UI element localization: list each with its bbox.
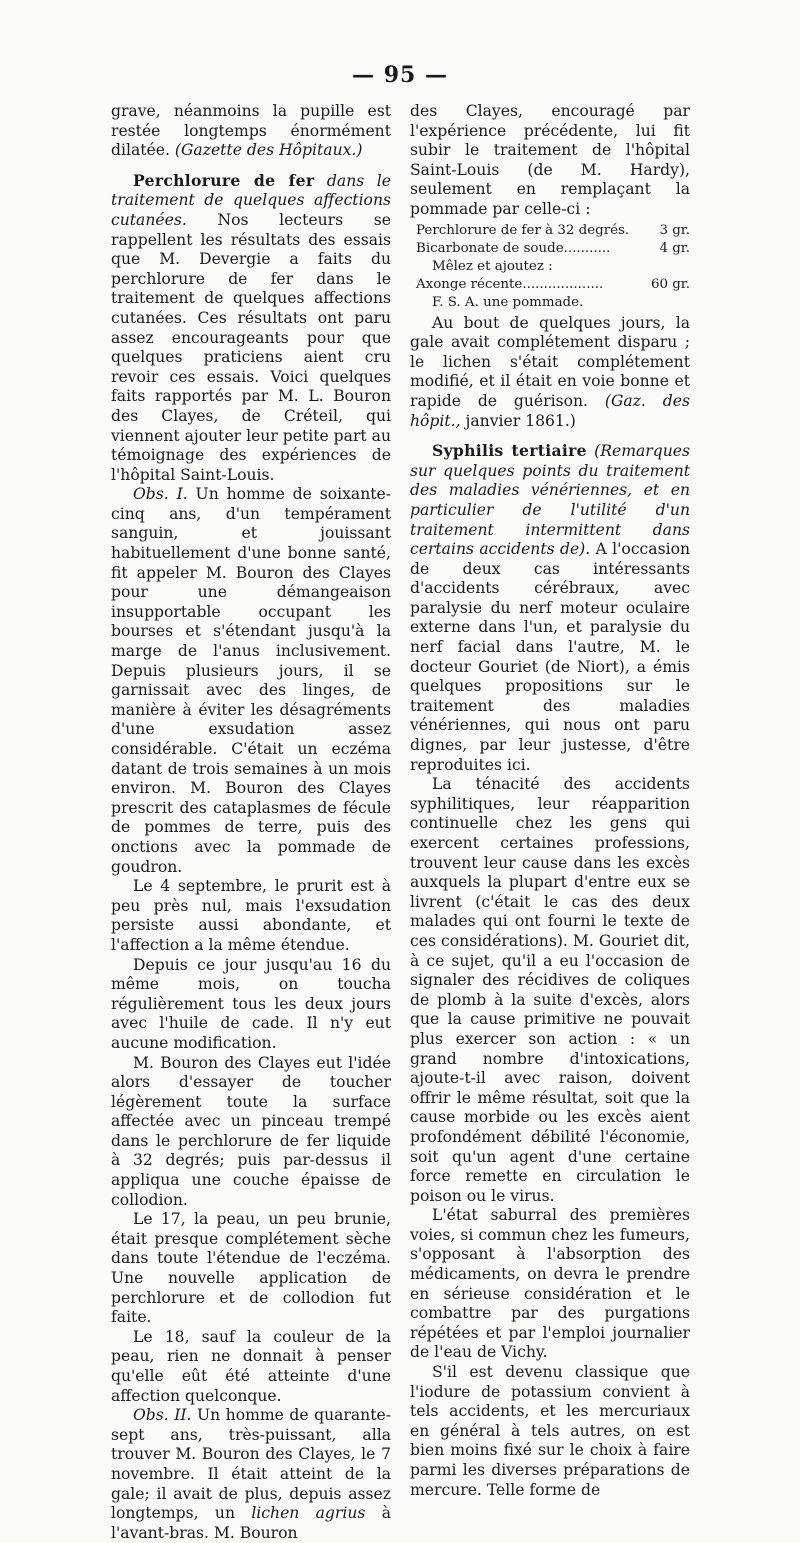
paragraph: S'il est devenu classique que l'iodure de potassium convient à tels accidents, et les mercuriaux en général à tels autres, on est bien moins fixé sur le choix à faire parmi les diverses préparations de mercure. Telle forme de — [410, 1363, 690, 1499]
article-subtitle: (Remarques sur quelques points du traitement des maladies vénériennes, et en particulier de l'utilité d'un traitement intermittent dans certains accidents de). — [410, 442, 690, 559]
obs-label: Obs. I. — [133, 485, 188, 504]
recipe-line: Bicarbonate de soude........... 4 gr. — [416, 240, 690, 256]
paragraph: L'état saburral des premières voies, si commun chez les fumeurs, s'opposant à l'absorption des médicaments, on devra le prendre en sérieuse considération et le combattre par des purgations répétées et par l'emploi journalier de l'eau de Vichy. — [410, 1206, 690, 1362]
right-column — [410, 102, 690, 1500]
article-heading: Syphilis tertiaire — [432, 441, 587, 461]
observation-2: Obs. II. Un homme de quarante-sept ans, très-puissant, alla trouver M. Bouron des Clayes, le 7 novembre. Il était atteint de la gale; il avait de plus, depuis assez longtemps, un lichen agrius à l'avant-bras. M. Bouron — [111, 1406, 391, 1542]
paragraph-continuation: des Clayes, encouragé par l'expérience précédente, lui fit subir le traitement de l'hôpital Saint-Louis (de M. Hardy), seulement en remplaçant la pommade par celle-ci : — [410, 102, 690, 218]
recipe-instruction: F. S. A. une pommade. — [432, 294, 584, 310]
source-citation: (Gazette des Hôpitaux.) — [174, 141, 363, 160]
obs-label: Obs. II. — [133, 1406, 192, 1425]
source-citation: (Gaz. des hôpit., — [410, 391, 690, 430]
paragraph: Le 4 septembre, le prurit est à peu près nul, mais l'exsudation persiste aussi abondante, et l'affection a la même étendue. — [111, 877, 391, 954]
left-column — [111, 102, 391, 1543]
article-heading: Perchlorure de fer — [133, 170, 315, 190]
recipe-block — [410, 222, 690, 312]
article-subtitle: dans le traitement de quelques affections cutanées. — [111, 171, 391, 229]
recipe-line: Perchlorure de fer à 32 degrés. 3 gr. — [416, 222, 690, 238]
paragraph: Depuis ce jour jusqu'au 16 du même mois, on toucha régulièrement tous les deux jours avec l'huile de cade. Il n'y eut aucune modification. — [111, 955, 391, 1052]
paragraph-continuation: grave, néanmoins la pupille est restée longtemps énormément dilatée. (Gazette des Hôpitaux.) — [111, 102, 391, 160]
article-perchlorure: Perchlorure de fer dans le traitement de quelques affections cutanées. Nos lecteurs se rappellent les résultats des essais que M. Devergie a faits du perchlorure de fer dans le traitement de quelques affections cutanées. Ces résultats ont paru assez encourageants pour que quelques praticiens aient cru revoir ces essais. Voici quelques faits rapportés par M. L. Bouron des Clayes, de Créteil, qui viennent ajouter leur petite part au témoignage des expériences de l'hôpital Saint-Louis. — [111, 170, 391, 484]
paragraph: Le 18, sauf la couleur de la peau, rien ne donnait à penser qu'elle eût été atteinte d'une affection quelconque. — [111, 1327, 391, 1405]
paragraph: La ténacité des accidents syphilitiques, leur réapparition continuelle chez les gens qui exercent certaines professions, trouvent leur cause dans les excès auxquels la plupart d'entre eux se livrent (c'était le cas des deux malades qui ont fourni le texte de ces considérations). M. Gouriet dit, à ce sujet, qu'il a eu l'occasion de signaler des récidives de coliques de plomb à la suite d'excès, alors que la cause primitive ne pouvait plus exercer son action : « un grand nombre d'intoxications, ajoute-t-il avec raison, doivent offrir le même résultat, soit que la cause morbide ou les excès aient profondément débilité l'économie, soit qu'un agent d'une certaine force remette en circulation le poison ou le virus. — [410, 775, 690, 1205]
recipe-instruction: Mêlez et ajoutez : — [432, 258, 553, 274]
paragraph: Le 17, la peau, un peu brunie, était presque complétement sèche dans toute l'étendue de l'eczéma. Une nouvelle application de perchlorure et de collodion fut faite. — [111, 1210, 391, 1327]
article-syphilis: Syphilis tertiaire (Remarques sur quelques points du traitement des maladies vénériennes, et en particulier de l'utilité d'un traitement intermittent dans certains accidents de). A l'occasion de deux cas intéressants d'accidents cérébraux, avec paralysie du nerf moteur oculaire externe dans l'un, et paralysie du nerf facial dans l'autre, M. le docteur Gouriet (de Niort), a émis quelques propositions sur le traitement des maladies vénériennes, qui nous ont paru dignes, par leur justesse, d'être reproduites ici. — [410, 441, 690, 774]
observation-1: Obs. I. Un homme de soixante-cinq ans, d'un tempérament sanguin, et jouissant habituellement d'une bonne santé, fit appeler M. Bouron des Clayes pour une démangeaison insupportable occupant les bourses et s'étendant jusqu'à la marge de l'anus inclusivement. Depuis plusieurs jours, il se garnissait avec des linges, de manière à éviter les désagréments d'une exsudation assez considérable. C'était un eczéma datant de trois semaines à un mois environ. M. Bouron des Clayes prescrit des cataplasmes de fécule de pommes de terre, puis des onctions avec la pommade de goudron. — [111, 485, 391, 876]
page-number: — 95 — — [352, 62, 448, 88]
paragraph: Au bout de quelques jours, la gale avait complétement disparu ; le lichen s'était complétement modifié, et il était en voie bonne et rapide de guérison. (Gaz. des hôpit., janvier 1861.) — [410, 313, 690, 430]
recipe-line: Axonge récente................... 60 gr. — [416, 276, 690, 292]
paragraph: M. Bouron des Clayes eut l'idée alors d'essayer de toucher légèrement toute la surface affectée avec un pinceau trempé dans le perchlorure de fer liquide à 32 degrés; puis par-dessus il appliqua une couche épaisse de collodion. — [111, 1053, 391, 1209]
